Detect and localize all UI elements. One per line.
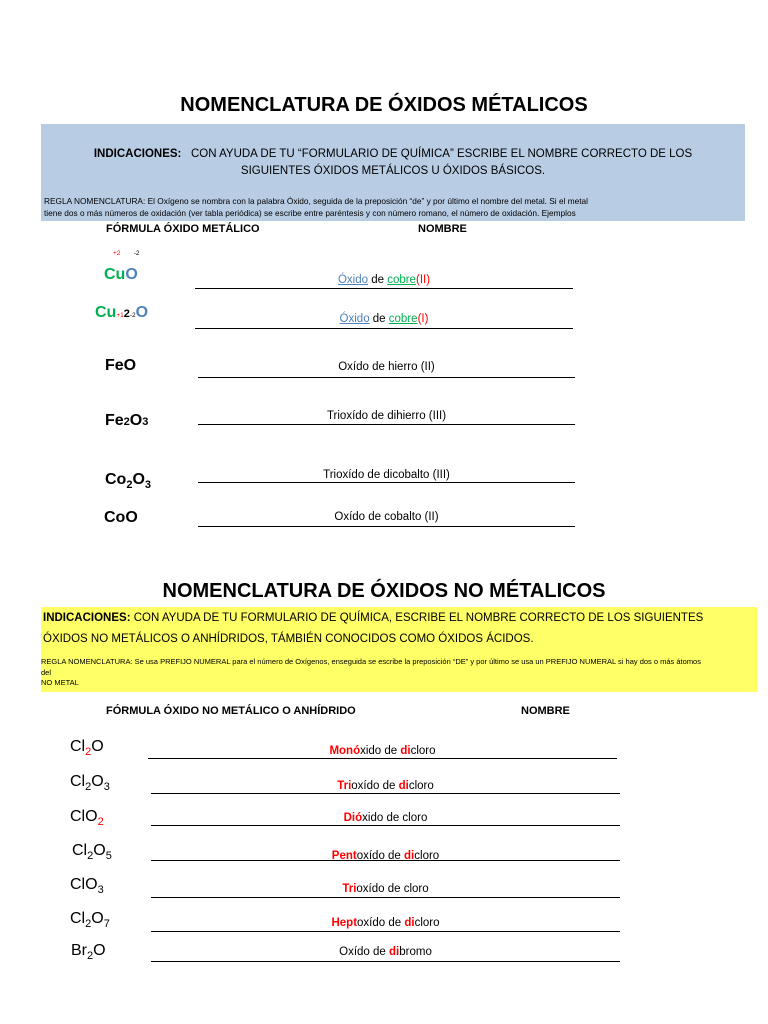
- ox-minus: -2: [133, 250, 140, 257]
- indicaciones-metalicos: [41, 146, 745, 180]
- name-de: de: [369, 313, 389, 325]
- formula-oxygen: O: [129, 412, 143, 429]
- indicaciones-no-metalicos: [43, 608, 743, 650]
- section2-title: NOMENCLATURA DE ÓXIDOS NO MÉTALICOS: [162, 580, 606, 602]
- formula-element: ClO: [70, 808, 98, 825]
- formula-no-metal: [70, 808, 104, 828]
- indicaciones-line2: SIGUIENTES ÓXIDOS METÁLICOS U ÓXIDOS BÁSICOS.: [240, 165, 546, 177]
- formula-subscript: 2: [87, 950, 94, 963]
- answer-co2o3: Trioxído de dicobalto (III): [323, 469, 450, 481]
- answer-line: [151, 961, 620, 962]
- regla-line3: NO METAL: [41, 678, 79, 687]
- name-di-prefix: di: [404, 850, 415, 862]
- indicaciones-line2: ÓXIDOS NO METÁLICOS O ANHÍDRIDOS, TÁMBIÉN CONOCIDOS COMO ÓXIDOS ÁCIDOS.: [43, 633, 534, 645]
- roman-numeral: I: [421, 313, 425, 325]
- formula-oxygen: O: [135, 304, 149, 321]
- name-prefix: Hept: [331, 917, 358, 929]
- oxidation-numbers: [113, 242, 140, 260]
- formula-subscript-2: 5: [105, 850, 112, 863]
- paren-close: ): [426, 274, 431, 286]
- name-end: bromo: [399, 946, 432, 958]
- answer-line: [198, 526, 575, 527]
- name-prefix: Tri: [337, 780, 352, 792]
- paren-close: ): [424, 313, 429, 325]
- formula-no-metal: [70, 876, 104, 896]
- header-formula-2: FÓRMULA ÓXIDO NO METÁLICO O ANHÍDRIDO: [106, 705, 356, 717]
- header-nombre: NOMBRE: [418, 223, 467, 235]
- formula-oxygen: O: [91, 773, 104, 790]
- formula-subscript-2: 7: [103, 918, 110, 931]
- answer-no-metal: [151, 946, 620, 958]
- answer-line: [151, 825, 620, 826]
- answer-cu2o: [195, 313, 573, 325]
- formula-oxygen: O: [91, 910, 104, 927]
- name-end: cloro: [408, 780, 434, 792]
- formula-subscript: 2: [126, 479, 133, 492]
- formula-subscript-2: 3: [142, 416, 149, 428]
- formula-subscript-2: 2: [97, 816, 104, 829]
- formula-subscript: 2: [85, 918, 92, 931]
- formula-subscript: 2: [123, 308, 130, 320]
- name-di-prefix: di: [389, 946, 400, 958]
- section1-title: NOMENCLATURA DE ÓXIDOS MÉTALICOS: [180, 94, 588, 116]
- ox-plus: +2: [113, 250, 121, 257]
- answer-no-metal: [148, 745, 617, 757]
- formula-co2o3: [105, 471, 151, 491]
- name-de: de: [368, 274, 388, 286]
- name-prefix: Dió: [343, 812, 363, 824]
- name-middle: xido de cloro: [362, 812, 428, 824]
- answer-line: [151, 897, 620, 898]
- formula-cuo: [104, 266, 138, 284]
- formula-no-metal: [72, 842, 112, 862]
- formula-subscript: 2: [85, 746, 92, 759]
- answer-feo: Oxído de hierro (II): [338, 361, 435, 373]
- formula-no-metal: [71, 942, 106, 962]
- header-nombre-2: NOMBRE: [521, 705, 570, 717]
- indicaciones-line1: CON AYUDA DE TU FORMULARIO DE QUÍMICA, ESCRIBE EL NOMBRE CORRECTO DE LOS SIGUIENTES: [130, 612, 704, 624]
- name-end: cloro: [414, 850, 440, 862]
- regla-nomenclatura-no-metalicos: [41, 657, 753, 689]
- regla-line2: tiene dos o más números de oxidación (ver tabla periódica) se escribe entre paréntesis y con número romano, el número de oxidación. Ejemplos: [44, 207, 576, 218]
- indicaciones-label: INDICACIONES:: [43, 612, 131, 624]
- formula-subscript: 2: [85, 781, 92, 794]
- answer-line: [195, 288, 573, 289]
- ox-small: +1: [116, 312, 124, 319]
- name-middle: oxído de: [356, 850, 405, 862]
- formula-no-metal: [70, 738, 104, 758]
- answer-no-metal: [151, 780, 620, 792]
- header-formula: FÓRMULA ÓXIDO METÁLICO: [106, 223, 260, 235]
- paren-open: (: [415, 274, 420, 286]
- indicaciones-line1: CON AYUDA DE TU “FORMULARIO DE QUÍMICA” ESCRIBE EL NOMBRE CORRECTO DE LOS: [190, 148, 693, 160]
- roman-numeral: II: [419, 274, 427, 286]
- answer-line: [151, 793, 620, 794]
- formula-subscript-2: 3: [97, 884, 104, 897]
- name-middle: oxído de: [357, 917, 405, 929]
- formula-element: Cl: [70, 910, 86, 927]
- formula-subscript-2: 3: [144, 479, 152, 492]
- answer-line: [198, 482, 575, 483]
- answer-no-metal: [151, 812, 620, 824]
- answer-line: [198, 424, 575, 425]
- formula-element: Cl: [70, 738, 86, 755]
- name-middle: oxído de: [351, 780, 399, 792]
- formula-oxygen: O: [132, 471, 145, 488]
- indicaciones-label: INDICACIONES:: [93, 148, 182, 160]
- formula-coo: CoO: [104, 509, 138, 526]
- answer-line: [195, 328, 573, 329]
- answer-no-metal: [151, 917, 620, 929]
- formula-fe2o3: [105, 412, 148, 430]
- formula-element: Cl: [72, 842, 88, 859]
- formula-oxygen: O: [91, 738, 104, 755]
- formula-no-metal: [70, 910, 110, 930]
- answer-line: [198, 377, 575, 378]
- ox-small2: -2: [129, 312, 136, 319]
- formula-oxygen: O: [93, 842, 106, 859]
- formula-subscript: 2: [123, 416, 130, 428]
- name-end: cloro: [410, 745, 436, 757]
- formula-element: Cl: [70, 773, 86, 790]
- formula-no-metal: [70, 773, 110, 793]
- answer-coo: Oxído de cobalto (II): [334, 511, 439, 523]
- formula-element: Cu: [104, 266, 126, 283]
- name-prefix: Pent: [331, 850, 357, 862]
- name-end: cloro: [414, 917, 440, 929]
- answer-fe2o3: Trioxído de dihierro (III): [326, 410, 447, 422]
- paren-open: (: [417, 313, 422, 325]
- name-oxido: Óxido: [337, 274, 368, 286]
- formula-element: Co: [105, 471, 127, 488]
- formula-element: Cu: [95, 304, 117, 321]
- formula-subscript-2: 3: [103, 781, 110, 794]
- answer-line: [148, 758, 617, 759]
- name-middle: Oxído de: [339, 946, 390, 958]
- regla-line1: REGLA NOMENCLATURA: Se usa PREFIJO NUMERAL para el número de Oxígenos, enseguida se escribe la preposición “DE” y por último se usa un PREFIJO NUMERAL si hay dos o más átomos: [41, 657, 701, 666]
- name-di-prefix: di: [398, 780, 409, 792]
- regla-nomenclatura-metalicos: [44, 196, 734, 219]
- name-middle: oxído de cloro: [356, 883, 429, 895]
- formula-feo: FeO: [105, 357, 137, 374]
- regla-line1: REGLA NOMENCLATURA: El Oxígeno se nombra con la palabra Óxido, seguida de la preposición “de” y por último el nombre del metal. Si el metal: [44, 196, 589, 206]
- formula-cu2o: [95, 304, 148, 322]
- answer-line: [151, 931, 620, 932]
- name-prefix: Monó: [329, 745, 361, 757]
- name-cobre: cobre: [388, 313, 418, 325]
- formula-element: Fe: [105, 412, 124, 429]
- formula-element: ClO: [70, 876, 98, 893]
- name-oxido: Óxido: [339, 313, 370, 325]
- name-middle: xido de: [360, 745, 401, 757]
- answer-no-metal: [151, 850, 620, 862]
- formula-subscript: 2: [87, 850, 94, 863]
- formula-oxygen: O: [125, 266, 138, 283]
- regla-line2: del: [41, 667, 52, 677]
- name-cobre: cobre: [387, 274, 416, 286]
- answer-cuo: [195, 274, 573, 286]
- name-di-prefix: di: [404, 917, 415, 929]
- formula-oxygen: O: [93, 942, 106, 959]
- answer-no-metal: [151, 883, 620, 895]
- formula-element: Br: [71, 942, 87, 959]
- name-prefix: Tri: [342, 883, 357, 895]
- name-di-prefix: di: [400, 745, 411, 757]
